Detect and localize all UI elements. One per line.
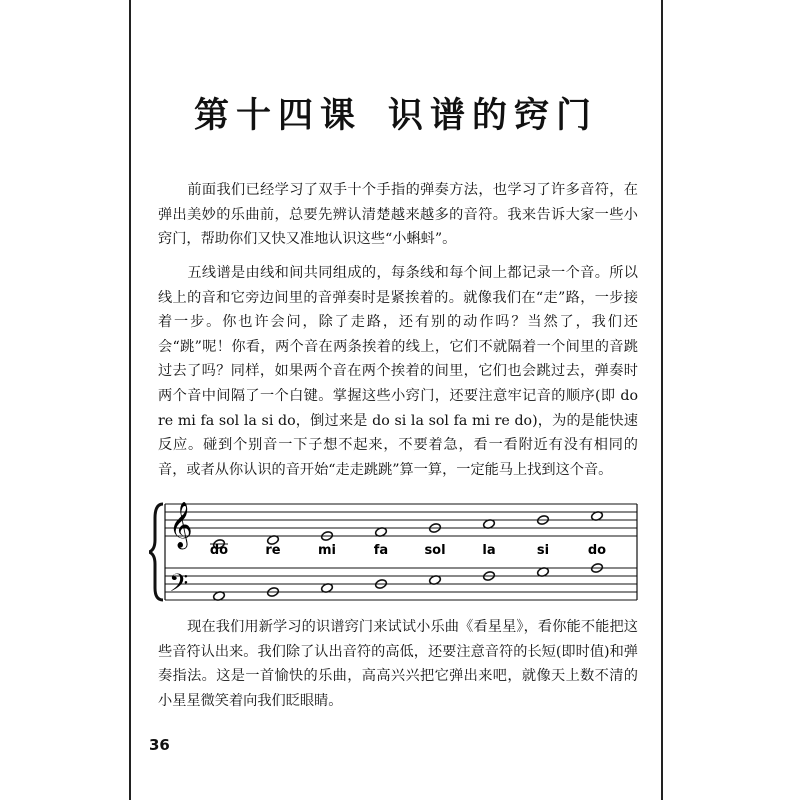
paragraph-3-text: 现在我们用新学习的识谱窍门来试试小乐曲《看星星》，看你能不能把这些音符认出来。我们除了认出音符的高低，还要注意音符的长短(即时值)和弹奏指法。这是一首愉快的乐曲，高高兴兴把它弹出来吧，就像天上数不清的小星星微笑着向我们眨眼睛。 (158, 619, 638, 709)
lesson-number: 第十四课 (193, 96, 362, 136)
note-label-fa: fa (373, 543, 389, 558)
note-label-la: la (482, 543, 496, 558)
note-labels (210, 543, 606, 558)
note-label-re: re (265, 543, 281, 558)
paragraph-3 (158, 615, 638, 713)
page-number: 36 (149, 736, 170, 754)
bass-clef-icon: 𝄢 (169, 569, 189, 604)
grand-staff-figure (149, 488, 649, 618)
note-label-do: do (209, 543, 229, 558)
paragraph-2-text: 五线谱是由线和间共同组成的，每条线和每个间上都记录一个音。所以线上的音和它旁边间里的音弹奏时是紧挨着的。就像我们在“走”路，一步接着一步。你也许会问，除了走路，还有别的动作吗？当然了，我们还会“跳”呢！你看，两个音在两条挨着的线上，它们不就隔着一个间里的音跳过去了吗？同样，如果两个音在两个挨着的间里，它们也会跳过去，弹奏时两个音中间隔了一个白键。掌握这些小窍门，还要注意牢记音的顺序(即 do re mi fa sol la si do，倒过来是 do si la sol fa mi re do)，为的是能快速反应。碰到个别音一下子想不起来，不要着急，看一看附近有没有相同的音，或者从你认识的音开始“走走跳跳”算一算，一定能马上找到这个音。 (158, 265, 638, 478)
note-label-do: do (587, 543, 607, 558)
staff-brace (149, 504, 163, 600)
note-label-sol: sol (424, 543, 446, 558)
paragraph-2 (158, 261, 638, 482)
treble-staff-lines (165, 504, 637, 536)
treble-clef-icon: 𝄞 (169, 502, 193, 548)
bass-staff-lines (165, 568, 637, 600)
lesson-title (131, 88, 661, 138)
paragraph-1 (158, 178, 638, 252)
note-label-mi: mi (317, 543, 337, 558)
note-label-si: si (536, 543, 550, 558)
lesson-heading: 识谱的窍门 (388, 96, 599, 136)
paragraph-1-text: 前面我们已经学习了双手十个手指的弹奏方法，也学习了许多音符，在弹出美妙的乐曲前，总要先辨认清楚越来越多的音符。我来告诉大家一些小窍门，帮助你们又快又准地认识这些“小蝌蚪”。 (158, 182, 638, 248)
book-page (129, 0, 663, 800)
